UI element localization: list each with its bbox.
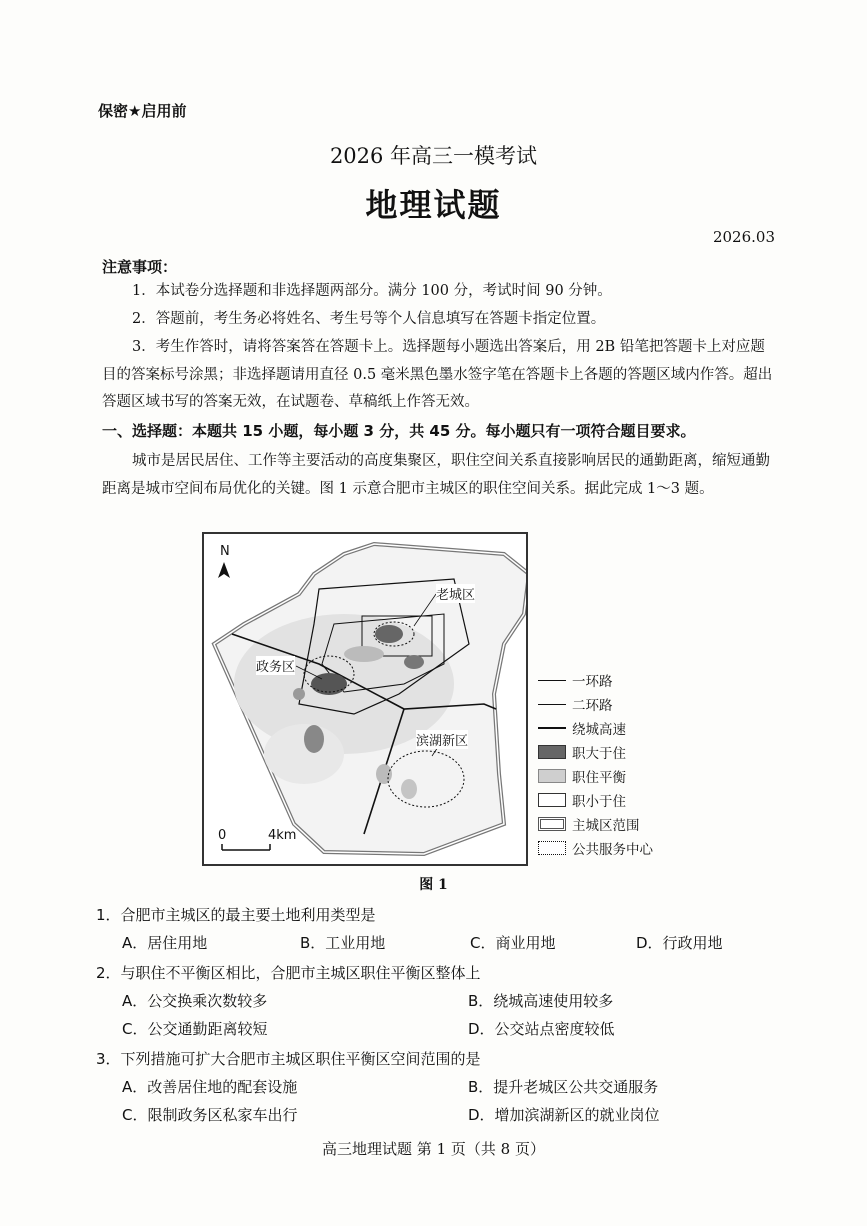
north-label: N <box>220 544 230 559</box>
label-old-city: 老城区 <box>436 584 475 603</box>
q2-option-a[interactable]: A．公交换乘次数较多 <box>122 992 268 1010</box>
notice-item-1: 1．本试卷分选择题和非选择题两部分。满分 100 分，考试时间 90 分钟。 <box>132 283 612 299</box>
map-graphic <box>204 534 526 864</box>
legend-job-gt-house: 职大于住 <box>538 742 626 762</box>
legend-main-area: 主城区范围 <box>538 814 640 834</box>
notice-item-2: 2．答题前，考生务必将姓名、考生号等个人信息填写在答题卡指定位置。 <box>132 311 606 327</box>
exam-title: 2026 年高三一模考试 <box>329 144 538 168</box>
q1-option-a[interactable]: A．居住用地 <box>122 934 208 952</box>
notice-item-3: 3．考生作答时，请将答案答在答题卡上。选择题每小题选出答案后，用 2B 铅笔把答题卡上对应题目的答案标号涂黑；非选择题请用直径 0.5 毫米黑色墨水签字笔在答题卡上各题的答题区域内作答。超出答题区域书写的答案无效，在试题卷、草稿纸上作答无效。 <box>102 339 773 410</box>
question-3-stem: 3．下列措施可扩大合肥市主城区职住平衡区空间范围的是 <box>96 1050 481 1068</box>
q1-option-b[interactable]: B．工业用地 <box>300 934 386 952</box>
question-intro: 城市是居民居住、工作等主要活动的高度集聚区，职住空间关系直接影响居民的通勤距离，缩短通勤距离是城市空间布局优化的关键。图 1 示意合肥市主城区的职住空间关系。据此完成 1～3 题。 <box>102 453 770 497</box>
legend-bypass: 绕城高速 <box>538 718 626 738</box>
q1-option-d[interactable]: D．行政用地 <box>636 934 723 952</box>
q1-option-c[interactable]: C．商业用地 <box>470 934 556 952</box>
section-heading: 一、选择题：本题共 15 小题，每小题 3 分，共 45 分。每小题只有一项符合题目要求。 <box>102 422 696 440</box>
scale-zero: 0 <box>218 828 227 843</box>
q2-option-b[interactable]: B．绕城高速使用较多 <box>468 992 614 1010</box>
label-binhu: 滨湖新区 <box>416 730 468 749</box>
page-footer: 高三地理试题 第 1 页（共 8 页） <box>322 1140 545 1158</box>
q3-option-a[interactable]: A．改善居住地的配套设施 <box>122 1078 298 1096</box>
legend-job-lt-house: 职小于住 <box>538 790 626 810</box>
question-2-stem: 2．与职住不平衡区相比，合肥市主城区职住平衡区整体上 <box>96 964 481 982</box>
city-map <box>202 532 528 866</box>
legend-service-center: 公共服务中心 <box>538 838 653 858</box>
question-1-stem: 1．合肥市主城区的最主要土地利用类型是 <box>96 906 376 924</box>
legend-balanced: 职住平衡 <box>538 766 626 786</box>
legend-ring1: 一环路 <box>538 670 613 690</box>
q3-option-c[interactable]: C．限制政务区私家车出行 <box>122 1106 298 1124</box>
q2-option-d[interactable]: D．公交站点密度较低 <box>468 1020 615 1038</box>
subject-title: 地理试题 <box>365 186 502 224</box>
q2-option-c[interactable]: C．公交通勤距离较短 <box>122 1020 268 1038</box>
label-gov-area: 政务区 <box>256 656 295 675</box>
exam-date: 2026.03 <box>712 228 775 246</box>
notice-heading: 注意事项： <box>102 258 178 276</box>
q3-option-b[interactable]: B．提升老城区公共交通服务 <box>468 1078 659 1096</box>
q3-option-d[interactable]: D．增加滨湖新区的就业岗位 <box>468 1106 660 1124</box>
scale-length: 4km <box>268 828 297 843</box>
legend-ring2: 二环路 <box>538 694 613 714</box>
confidential-mark: 保密★启用前 <box>98 102 187 120</box>
figure-caption: 图 1 <box>419 877 448 893</box>
